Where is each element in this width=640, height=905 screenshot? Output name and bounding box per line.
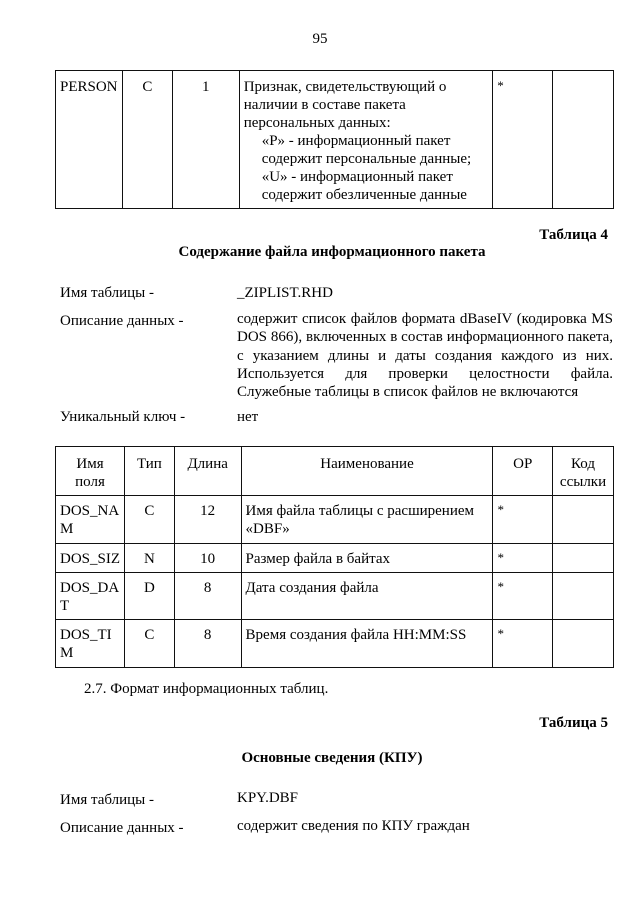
field-name-cell: PERSON — [56, 71, 123, 209]
table-row — [56, 573, 614, 620]
section-heading: 2.7. Формат информационных таблиц. — [84, 681, 329, 697]
field-length-cell: 1 — [172, 71, 239, 209]
table-name-value: KPY.DBF — [237, 790, 299, 806]
table5-title: Основные сведения (КПУ) — [241, 750, 423, 766]
header-op: ОР — [493, 447, 553, 496]
field-description-cell: Размер файла в байтах — [241, 544, 493, 573]
description-label: Описание данных - — [60, 820, 184, 836]
field-description-cell: Имя файла таблицы с расширением «DBF» — [241, 496, 493, 544]
field-type-cell: N — [125, 544, 175, 573]
op-cell: * — [493, 496, 553, 544]
table-row — [56, 544, 614, 573]
table-name-label: Имя таблицы - — [60, 285, 154, 301]
field-name-line: DOS_SIZ — [60, 551, 121, 567]
ref-cell — [553, 573, 614, 620]
fields-table — [55, 446, 614, 668]
header-ref — [553, 447, 614, 496]
field-type-cell: C — [125, 620, 175, 668]
op-cell: * — [493, 544, 553, 573]
field-name-line: DOS_TI — [60, 627, 112, 643]
description-value: содержит список файлов формата dBaseIV (кодировка MS DOS 866), включенных в состав информационного пакета, с указанием длины и даты создания каждого из них. Используется для проверки целостности файла. Служебные таблицы в список файлов не включаются — [237, 311, 613, 401]
field-description-cell — [239, 71, 493, 209]
header-field-name: Имя поля — [56, 447, 125, 496]
header-length: Длина — [174, 447, 241, 496]
description-label: Описание данных - — [60, 313, 184, 329]
field-length-cell: 8 — [174, 573, 241, 620]
ref-cell — [553, 620, 614, 668]
table-row — [56, 71, 614, 209]
unique-key-value: нет — [237, 409, 259, 425]
field-type-cell: D — [125, 573, 175, 620]
field-description-cell: Время создания файла HH:MM:SS — [241, 620, 493, 668]
field-name-cell — [56, 544, 125, 573]
unique-key-label: Уникальный ключ - — [60, 409, 186, 425]
description-line: «U» - информационный пакет — [261, 169, 453, 185]
description-line: Признак, свидетельствующий о — [243, 79, 447, 95]
ref-cell — [553, 496, 614, 544]
field-name-line: M — [60, 645, 74, 661]
field-name-line: DOS_NA — [60, 503, 120, 519]
header-ref-line: Код — [571, 456, 595, 472]
field-length-cell: 12 — [174, 496, 241, 544]
description-line: персональных данных: — [243, 115, 391, 131]
field-name-cell — [56, 573, 125, 620]
table-name-value: _ZIPLIST.RHD — [237, 285, 333, 301]
field-name-line: T — [60, 598, 70, 614]
header-ref-line: ссылки — [559, 474, 607, 490]
description-line: наличии в составе пакета — [243, 97, 406, 113]
table4-title: Содержание файла информационного пакета — [178, 244, 486, 260]
field-type-cell: C — [122, 71, 172, 209]
table-name-label: Имя таблицы - — [60, 792, 154, 808]
field-type-cell: C — [125, 496, 175, 544]
op-cell: * — [493, 71, 553, 209]
table-header-row — [56, 447, 614, 496]
description-value: содержит сведения по КПУ граждан — [237, 818, 470, 834]
field-name-cell — [56, 496, 125, 544]
ref-cell — [553, 544, 614, 573]
description-line: содержит персональные данные; — [261, 151, 472, 167]
op-cell: * — [493, 573, 553, 620]
field-length-cell: 8 — [174, 620, 241, 668]
table-row — [56, 620, 614, 668]
continued-table — [55, 70, 614, 209]
description-line: содержит обезличенные данные — [261, 187, 467, 203]
field-length-cell: 10 — [174, 544, 241, 573]
field-name-cell — [56, 620, 125, 668]
table4-caption: Таблица 4 — [539, 227, 608, 243]
page-number: 95 — [312, 31, 328, 47]
ref-cell — [553, 71, 614, 209]
table5-caption: Таблица 5 — [539, 715, 608, 731]
field-name-line: M — [60, 521, 74, 537]
field-description-cell: Дата создания файла — [241, 573, 493, 620]
op-cell: * — [493, 620, 553, 668]
field-name-line: DOS_DA — [60, 580, 120, 596]
table-row — [56, 496, 614, 544]
description-line: «P» - информационный пакет — [261, 133, 451, 149]
header-type: Тип — [125, 447, 175, 496]
header-name: Наименование — [241, 447, 493, 496]
